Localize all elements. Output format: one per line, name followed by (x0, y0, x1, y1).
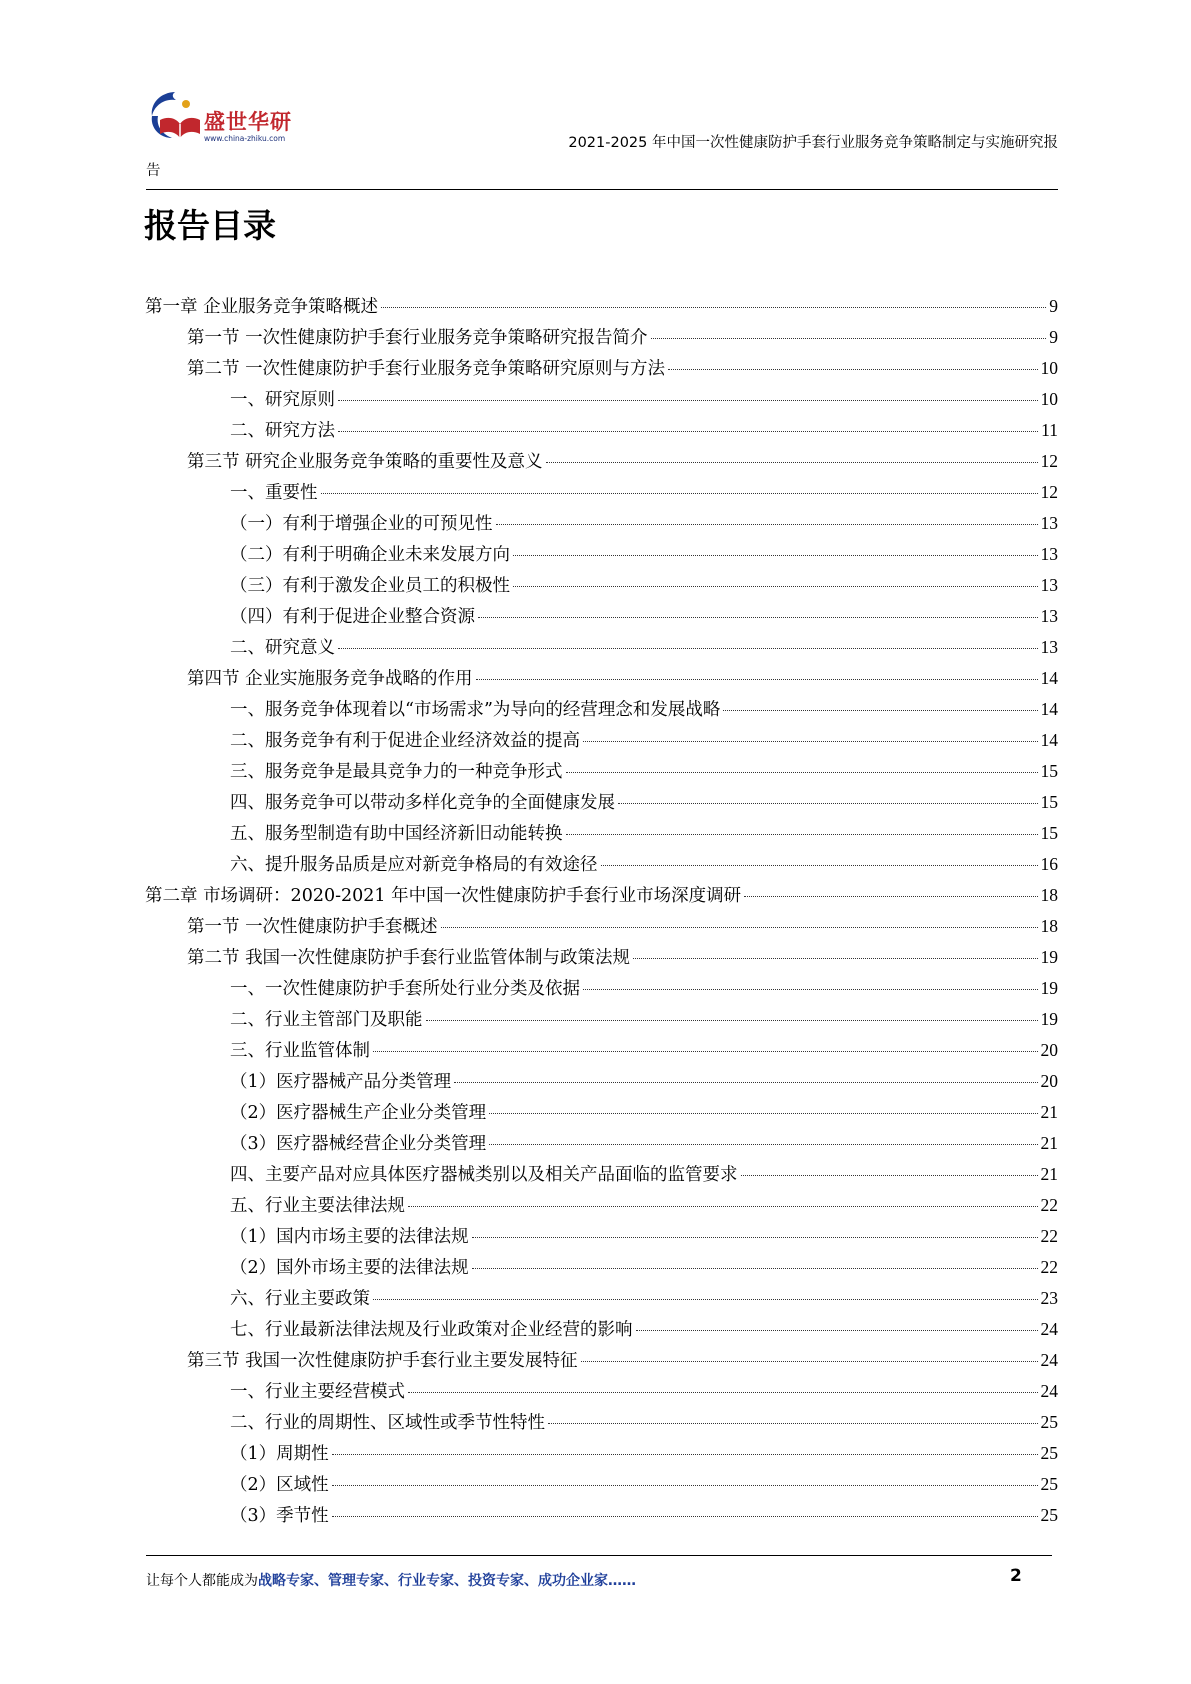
toc-entry[interactable] (230, 973, 1058, 1004)
report-title-line-1: 2021-2025 年中国一次性健康防护手套行业服务竞争策略制定与实施研究报 (568, 135, 1058, 151)
toc-entry-title: （二）有利于明确企业未来发展方向 (230, 545, 510, 565)
toc-leader-dots (373, 1299, 1038, 1300)
toc-entry[interactable] (230, 1469, 1058, 1500)
toc-leader-dots (601, 865, 1038, 866)
toc-entry[interactable] (230, 1438, 1058, 1469)
toc-entry-title: 第二节 一次性健康防护手套行业服务竞争策略研究原则与方法 (187, 359, 666, 379)
toc-entry-title: （2）医疗器械生产企业分类管理 (230, 1103, 487, 1123)
toc-entry[interactable] (230, 1004, 1058, 1035)
toc-entry-title: 六、提升服务品质是应对新竞争格局的有效途径 (230, 855, 598, 875)
toc-leader-dots (338, 648, 1038, 649)
toc-leader-dots (454, 1082, 1037, 1083)
toc-leader-dots (489, 1113, 1037, 1114)
toc-entry[interactable] (230, 725, 1058, 756)
toc-leader-dots (636, 1330, 1038, 1331)
toc-leader-dots (321, 493, 1038, 494)
toc-leader-dots (332, 1454, 1038, 1455)
footer-slogan-highlight: 战略专家、管理专家、行业专家、投资专家、成功企业家…… (258, 1573, 636, 1589)
toc-entry[interactable] (187, 911, 1058, 942)
toc-entry-page: 16 (1040, 854, 1058, 874)
toc-entry-title: （1）医疗器械产品分类管理 (230, 1072, 452, 1092)
toc-entry[interactable] (230, 1190, 1058, 1221)
toc-entry-title: 二、行业主管部门及职能 (230, 1010, 423, 1030)
toc-entry-title: 五、行业主要法律法规 (230, 1196, 405, 1216)
toc-entry-title: 四、主要产品对应具体医疗器械类别以及相关产品面临的监管要求 (230, 1165, 738, 1185)
toc-entry-page: 18 (1040, 916, 1058, 936)
toc-leader-dots (472, 1237, 1038, 1238)
toc-entry[interactable] (230, 756, 1058, 787)
toc-leader-dots (583, 989, 1038, 990)
company-logo (146, 86, 316, 148)
toc-entry[interactable] (230, 694, 1058, 725)
toc-entry-title: 二、研究方法 (230, 421, 335, 441)
toc-entry-title: 三、行业监管体制 (230, 1041, 370, 1061)
toc-entry-title: 二、行业的周期性、区域性或季节性特性 (230, 1413, 545, 1433)
toc-leader-dots (651, 338, 1047, 339)
toc-entry-page: 20 (1040, 1071, 1058, 1091)
toc-leader-dots (566, 834, 1038, 835)
toc-entry[interactable] (230, 601, 1058, 632)
toc-leader-dots (472, 1268, 1038, 1269)
toc-entry[interactable] (230, 570, 1058, 601)
toc-leader-dots (513, 586, 1038, 587)
toc-entry-page: 20 (1040, 1040, 1058, 1060)
toc-entry-title: （2）国外市场主要的法律法规 (230, 1258, 469, 1278)
toc-leader-dots (381, 307, 1046, 308)
toc-entry-title: 第二节 我国一次性健康防护手套行业监管体制与政策法规 (187, 948, 631, 968)
toc-entry[interactable] (230, 1283, 1058, 1314)
page-number: 2 (1010, 1566, 1022, 1586)
toc-entry-page: 12 (1040, 451, 1058, 471)
toc-entry-page: 25 (1040, 1443, 1058, 1463)
toc-leader-dots (546, 462, 1038, 463)
toc-leader-dots (618, 803, 1038, 804)
toc-entry-title: 一、一次性健康防护手套所处行业分类及依据 (230, 979, 580, 999)
toc-entry-page: 15 (1040, 761, 1058, 781)
toc-entry[interactable] (230, 1500, 1058, 1531)
toc-entry-page: 21 (1040, 1133, 1058, 1153)
toc-entry-title: （3）季节性 (230, 1506, 329, 1526)
toc-entry-page: 24 (1040, 1350, 1058, 1370)
toc-leader-dots (513, 555, 1038, 556)
toc-entry[interactable] (230, 1376, 1058, 1407)
toc-entry[interactable] (230, 818, 1058, 849)
toc-entry-title: （三）有利于激发企业员工的积极性 (230, 576, 510, 596)
toc-entry-page: 21 (1040, 1164, 1058, 1184)
toc-entry-page: 24 (1040, 1319, 1058, 1339)
toc-leader-dots (338, 400, 1038, 401)
toc-entry-page: 14 (1040, 668, 1058, 688)
toc-entry-title: （四）有利于促进企业整合资源 (230, 607, 475, 627)
toc-leader-dots (332, 1485, 1038, 1486)
toc-entry-title: （一）有利于增强企业的可预见性 (230, 514, 493, 534)
toc-entry-page: 22 (1040, 1195, 1058, 1215)
toc-leader-dots (408, 1392, 1038, 1393)
toc-entry[interactable] (187, 446, 1058, 477)
toc-entry-page: 25 (1040, 1412, 1058, 1432)
toc-entry[interactable] (145, 291, 1058, 322)
toc-entry-page: 14 (1040, 699, 1058, 719)
toc-leader-dots (408, 1206, 1038, 1207)
toc-leader-dots (633, 958, 1037, 959)
toc-entry-title: 二、研究意义 (230, 638, 335, 658)
toc-entry-title: （2）区域性 (230, 1475, 329, 1495)
toc-leader-dots (426, 1020, 1038, 1021)
toc-entry-title: 三、服务竞争是最具竞争力的一种竞争形式 (230, 762, 563, 782)
toc-entry-title: 第二章 市场调研：2020-2021 年中国一次性健康防护手套行业市场深度调研 (145, 886, 742, 906)
toc-entry-page: 13 (1040, 513, 1058, 533)
toc-entry-page: 13 (1040, 606, 1058, 626)
toc-entry-title: 二、服务竞争有利于促进企业经济效益的提高 (230, 731, 580, 751)
footer-slogan-prefix: 让每个人都能成为 (146, 1573, 258, 1589)
toc-entry-page: 19 (1040, 1009, 1058, 1029)
toc-entry-title: （1）国内市场主要的法律法规 (230, 1227, 469, 1247)
toc-entry-title: 第一节 一次性健康防护手套概述 (187, 917, 438, 937)
toc-entry[interactable] (230, 1314, 1058, 1345)
toc-leader-dots (548, 1423, 1038, 1424)
toc-entry-page: 13 (1040, 637, 1058, 657)
toc-entry-page: 11 (1041, 420, 1058, 440)
toc-entry[interactable] (230, 1252, 1058, 1283)
toc-leader-dots (583, 741, 1038, 742)
header-divider (146, 189, 1058, 190)
toc-entry-title: 一、研究原则 (230, 390, 335, 410)
toc-leader-dots (744, 896, 1037, 897)
toc-entry[interactable] (230, 849, 1058, 880)
toc-leader-dots (476, 679, 1038, 680)
toc-entry[interactable] (187, 663, 1058, 694)
toc-leader-dots (332, 1516, 1038, 1517)
toc-entry[interactable] (187, 942, 1058, 973)
toc-entry-page: 25 (1040, 1505, 1058, 1525)
toc-leader-dots (441, 927, 1038, 928)
toc-leader-dots (723, 710, 1037, 711)
toc-entry-page: 15 (1040, 792, 1058, 812)
toc-entry[interactable] (230, 1097, 1058, 1128)
toc-entry-page: 22 (1040, 1226, 1058, 1246)
toc-entry-page: 19 (1040, 978, 1058, 998)
toc-entry-page: 23 (1040, 1288, 1058, 1308)
toc-entry-page: 24 (1040, 1381, 1058, 1401)
toc-entry-page: 9 (1049, 296, 1058, 316)
toc-entry-page: 15 (1040, 823, 1058, 843)
toc-entry[interactable] (230, 508, 1058, 539)
toc-entry-title: 第三节 我国一次性健康防护手套行业主要发展特征 (187, 1351, 578, 1371)
toc-entry[interactable] (230, 1221, 1058, 1252)
toc-entry-page: 21 (1040, 1102, 1058, 1122)
toc-entry[interactable] (230, 632, 1058, 663)
toc-entry[interactable] (230, 1407, 1058, 1438)
toc-leader-dots (338, 431, 1038, 432)
toc-leader-dots (373, 1051, 1038, 1052)
toc-leader-dots (489, 1144, 1037, 1145)
toc-entry-page: 22 (1040, 1257, 1058, 1277)
toc-entry-page: 18 (1040, 885, 1058, 905)
toc-entry[interactable] (230, 384, 1058, 415)
toc-leader-dots (581, 1361, 1038, 1362)
toc-entry-page: 13 (1040, 575, 1058, 595)
toc-entry[interactable] (187, 322, 1058, 353)
toc-entry-title: 一、重要性 (230, 483, 318, 503)
toc-entry-title: 七、行业最新法律法规及行业政策对企业经营的影响 (230, 1320, 633, 1340)
toc-entry-page: 10 (1040, 389, 1058, 409)
toc-entry-title: 第一节 一次性健康防护手套行业服务竞争策略研究报告简介 (187, 328, 648, 348)
toc-entry[interactable] (187, 1345, 1058, 1376)
toc-entry-title: 六、行业主要政策 (230, 1289, 370, 1309)
toc-entry-title: （3）医疗器械经营企业分类管理 (230, 1134, 487, 1154)
book-swoosh-logo-icon (146, 86, 206, 148)
logo-name: 盛世华研 (204, 110, 292, 134)
toc-entry-page: 19 (1040, 947, 1058, 967)
toc-entry-title: （1）周期性 (230, 1444, 329, 1464)
toc-entry-page: 10 (1040, 358, 1058, 378)
toc-leader-dots (478, 617, 1038, 618)
logo-url: www.china-zhiku.com (204, 134, 286, 143)
toc-leader-dots (496, 524, 1038, 525)
toc-entry-page: 12 (1040, 482, 1058, 502)
toc-leader-dots (566, 772, 1038, 773)
toc-entry-title: 一、服务竞争体现着以“市场需求”为导向的经营理念和发展战略 (230, 700, 721, 720)
toc-entry[interactable] (230, 787, 1058, 818)
report-title-line-2: 告 (146, 163, 161, 179)
toc-entry-title: 第四节 企业实施服务竞争战略的作用 (187, 669, 473, 689)
toc-heading: 报告目录 (144, 206, 276, 245)
toc-entry[interactable] (145, 880, 1058, 911)
toc-entry-page: 14 (1040, 730, 1058, 750)
toc-entry[interactable] (230, 1035, 1058, 1066)
toc-entry-title: 四、服务竞争可以带动多样化竞争的全面健康发展 (230, 793, 615, 813)
toc-leader-dots (668, 369, 1037, 370)
toc-entry[interactable] (230, 1128, 1058, 1159)
toc-entry-page: 25 (1040, 1474, 1058, 1494)
toc-entry-title: 第一章 企业服务竞争策略概述 (145, 297, 379, 317)
toc-entry-title: 五、服务型制造有助中国经济新旧动能转换 (230, 824, 563, 844)
toc-entry[interactable] (230, 539, 1058, 570)
toc-entry-title: 第三节 研究企业服务竞争策略的重要性及意义 (187, 452, 543, 472)
footer-divider (146, 1555, 1052, 1556)
toc-entry-title: 一、行业主要经营模式 (230, 1382, 405, 1402)
page-header (146, 86, 1058, 190)
toc-entry[interactable] (230, 477, 1058, 508)
toc-entry[interactable] (230, 1066, 1058, 1097)
footer-slogan (146, 1570, 636, 1590)
toc-entry[interactable] (187, 353, 1058, 384)
toc-leader-dots (741, 1175, 1038, 1176)
toc-entry[interactable] (230, 1159, 1058, 1190)
toc-entry-page: 9 (1049, 327, 1058, 347)
toc-entry[interactable] (230, 415, 1058, 446)
toc-entry-page: 13 (1040, 544, 1058, 564)
